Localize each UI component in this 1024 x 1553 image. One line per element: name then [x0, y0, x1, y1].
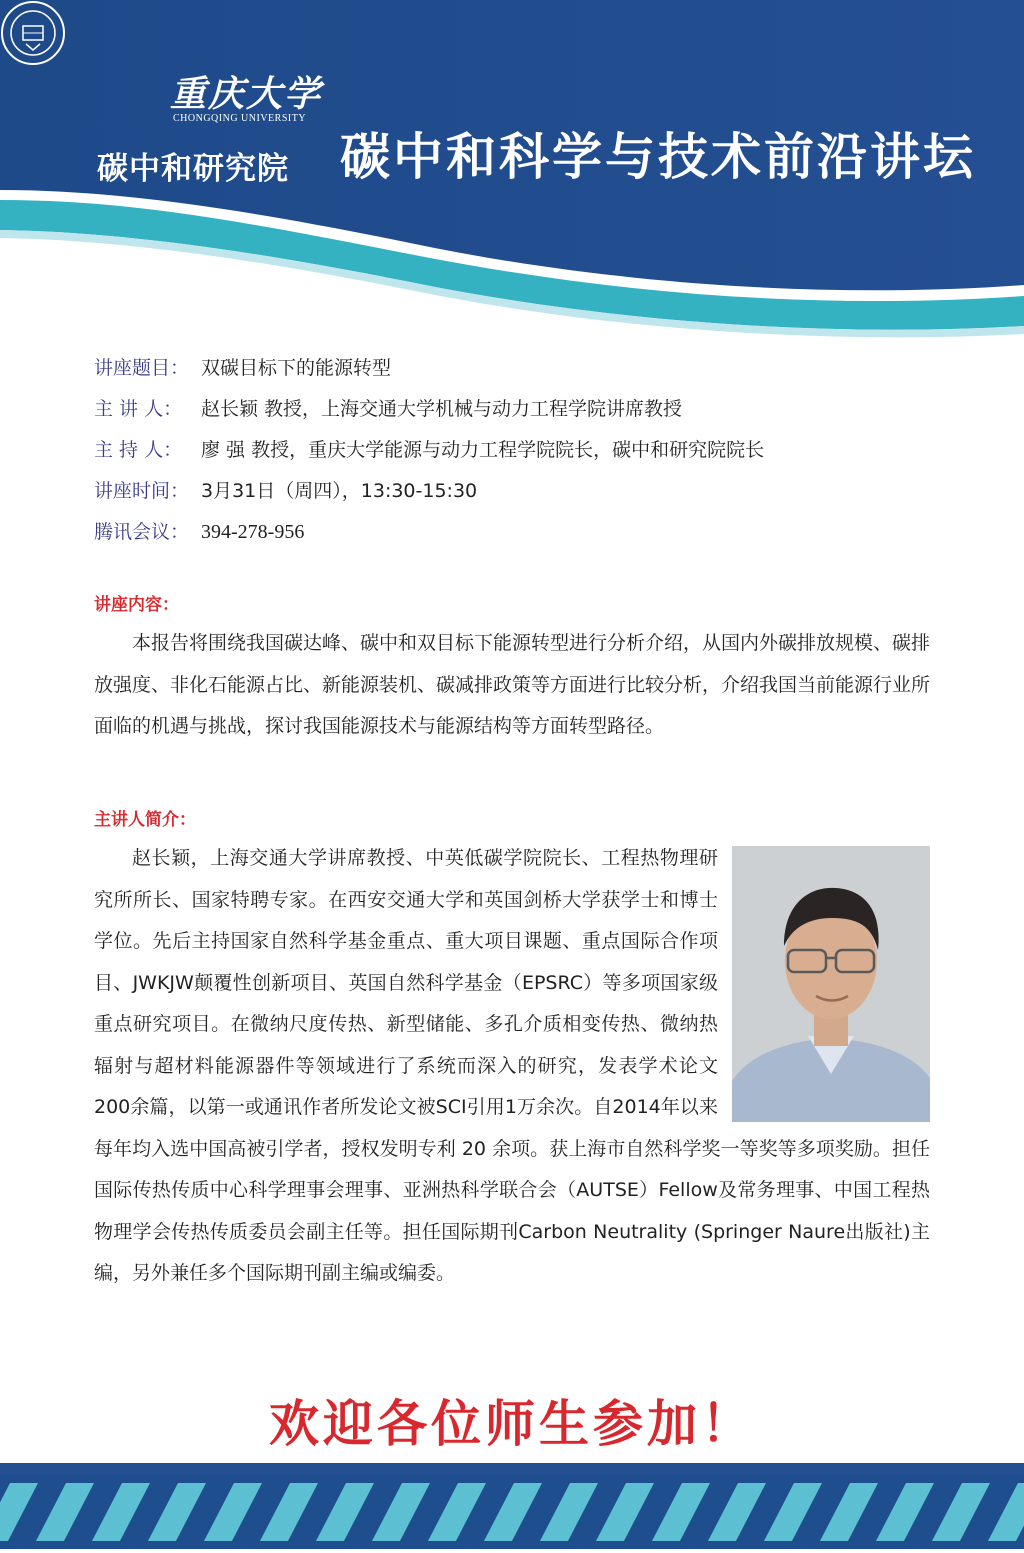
meeting-id: 394-278-956 — [201, 521, 305, 543]
university-english-name: CHONGQING UNIVERSITY — [173, 113, 307, 124]
time-value: 3月31日（周四），13:30-15:30 — [201, 480, 478, 502]
header-banner — [0, 0, 1024, 340]
footer-stripes — [0, 1463, 1024, 1549]
host-label: 主 持 人： — [94, 439, 183, 461]
meeting-label: 腾讯会议： — [94, 521, 190, 543]
speaker-value: 赵长颖 教授，上海交通大学机械与动力工程学院讲席教授 — [201, 398, 683, 420]
bio-heading: 主讲人简介： — [94, 810, 196, 830]
university-seal-icon — [0, 0, 66, 66]
host-row — [94, 430, 954, 471]
lecture-info — [94, 348, 954, 553]
topic-label: 讲座题目： — [94, 357, 190, 379]
footer-band — [0, 1463, 1024, 1549]
forum-title: 碳中和科学与技术前沿讲坛 — [340, 128, 976, 186]
welcome-message: 欢迎各位师生参加！ — [269, 1395, 755, 1453]
institute-name: 碳中和研究院 — [97, 151, 289, 187]
time-row — [94, 471, 954, 512]
topic-row — [94, 348, 954, 389]
photo-wrap-spacer — [718, 838, 930, 1125]
speaker-row — [94, 389, 954, 430]
host-value: 廖 强 教授，重庆大学能源与动力工程学院院长，碳中和研究院院长 — [201, 439, 765, 461]
university-name: 重庆大学 — [170, 73, 323, 115]
time-label: 讲座时间： — [94, 480, 190, 502]
content-paragraph: 本报告将围绕我国碳达峰、碳中和双目标下能源转型进行分析介绍，从国内外碳排放规模、碳排放强度、非化石能源占比、新能源装机、碳减排政策等方面进行比较分析，介绍我国当前能源行业所面临的机遇与挑战，探讨我国能源技术与能源结构等方面转型路径。 — [94, 632, 931, 737]
bio-paragraph — [94, 838, 930, 1295]
bio-text: 赵长颖，上海交通大学讲席教授、中英低碳学院院长、工程热物理研究所所长、国家特聘专家。在西安交通大学和英国剑桥大学获学士和博士学位。先后主持国家自然科学基金重点、重大项目课题、重点国际合作项目、JWKJW颠覆性创新项目、英国自然科学基金（EPSRC）等多项国家级重点研究项目。在微纳尺度传热、新型储能、多孔介质相变传热、微纳热辐射与超材料能源器件等领域进行了系统而深入的研究，发表学术论文200余篇，以第一或通讯作者所发论文被SCI引用1万余次。自2014年以来每年均入选中国高被引学者，授权发明专利 20 余项。获上海市自然科学奖一等奖等多项奖励。担任国际传热传质中心科学理事会理事、亚洲热科学联合会（AUTSE）Fellow及常务理事、中国工程热物理学会传热传质委员会副主任等。担任国际期刊Carbon Neutrality (Springer Naure出版社)主编，另外兼任多个国际期刊副主编或编委。 — [94, 847, 930, 1284]
speaker-label: 主 讲 人： — [94, 398, 183, 420]
content-heading: 讲座内容： — [94, 595, 179, 615]
meeting-row — [94, 512, 954, 553]
topic-value: 双碳目标下的能源转型 — [201, 357, 392, 379]
